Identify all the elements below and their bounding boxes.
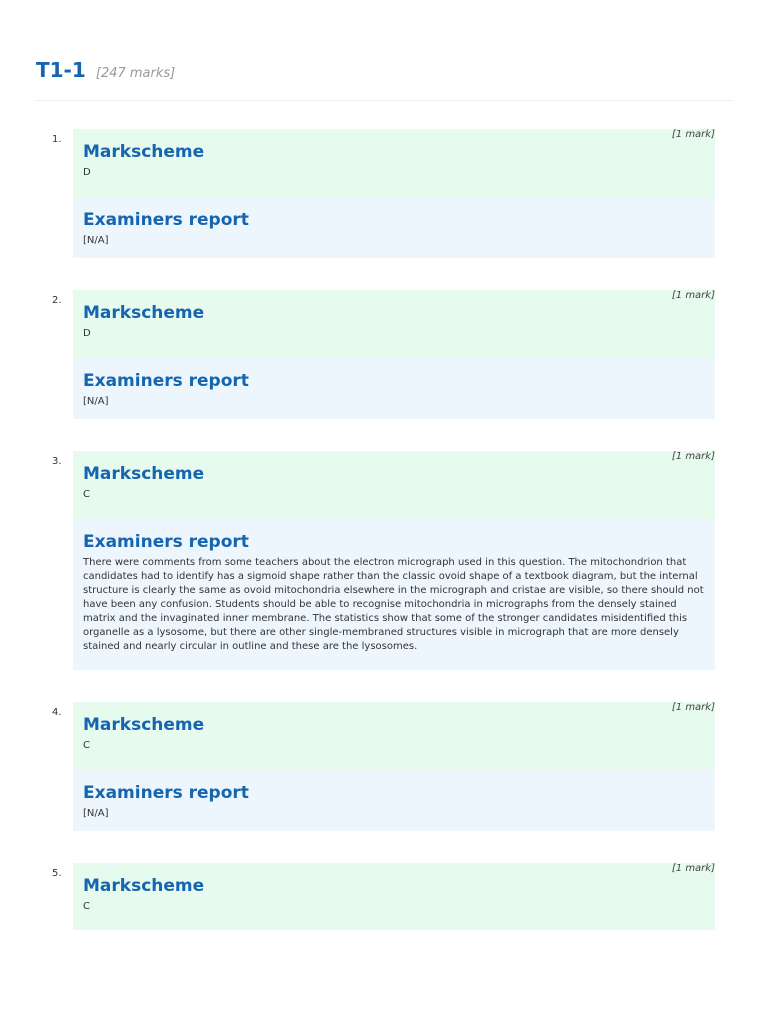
question-marks: [1 mark] (671, 863, 715, 874)
markscheme-section (73, 290, 715, 358)
question-number: 5. (52, 868, 62, 879)
markscheme-answer: C (83, 489, 90, 500)
page-header (36, 58, 732, 101)
examiners-report-section (73, 519, 715, 670)
total-marks: [247 marks] (95, 66, 176, 81)
examiners-report-heading: Examiners report (83, 783, 249, 803)
markscheme-section (73, 702, 715, 770)
markscheme-heading: Markscheme (83, 464, 205, 484)
question-number: 2. (52, 295, 62, 306)
examiners-report-section (73, 770, 715, 831)
question-marks: [1 mark] (671, 290, 715, 301)
question-marks: [1 mark] (671, 451, 715, 462)
question-number: 1. (52, 134, 62, 145)
markscheme-answer: D (83, 328, 91, 339)
page-title: T1-1 (36, 58, 86, 82)
examiners-report-text: [N/A] (83, 396, 109, 407)
markscheme-section (73, 129, 715, 197)
markscheme-section (73, 863, 715, 930)
examiners-report-heading: Examiners report (83, 371, 249, 391)
examiners-report-text: There were comments from some teachers about the electron micrograph used in this question. The mitochondrion that candidates had to identify has a sigmoid shape rather than the classic ovoid shape of a textbook diagram, but the internal structure is clearly the same as ovoid mitochondria elsewhere in the micrograph and cristae are visible, so there should not have been any confusion. Students should be able to recognise mitochondria in micrographs from the densely stained matrix and the invaginated inner membrane. The statistics show that some of the stronger candidates misidentified this organelle as a lysosome, but there are other single-membraned structures visible in micrograph that are more densely stained and nearly circular in outline and these are the lysosomes. (83, 557, 704, 652)
markscheme-answer: D (83, 167, 91, 178)
markscheme-heading: Markscheme (83, 303, 205, 323)
markscheme-heading: Markscheme (83, 876, 205, 896)
question-number: 4. (52, 707, 62, 718)
markscheme-section (73, 451, 715, 519)
question-number: 3. (52, 456, 62, 467)
examiners-report-text: [N/A] (83, 235, 109, 246)
examiners-report-heading: Examiners report (83, 532, 249, 552)
examiners-report-heading: Examiners report (83, 210, 249, 230)
question-marks: [1 mark] (671, 702, 715, 713)
examiners-report-section (73, 358, 715, 419)
markscheme-heading: Markscheme (83, 715, 205, 735)
markscheme-heading: Markscheme (83, 142, 205, 162)
question-marks: [1 mark] (671, 129, 715, 140)
examiners-report-section (73, 197, 715, 258)
examiners-report-text: [N/A] (83, 808, 109, 819)
markscheme-answer: C (83, 901, 90, 912)
markscheme-answer: C (83, 740, 90, 751)
